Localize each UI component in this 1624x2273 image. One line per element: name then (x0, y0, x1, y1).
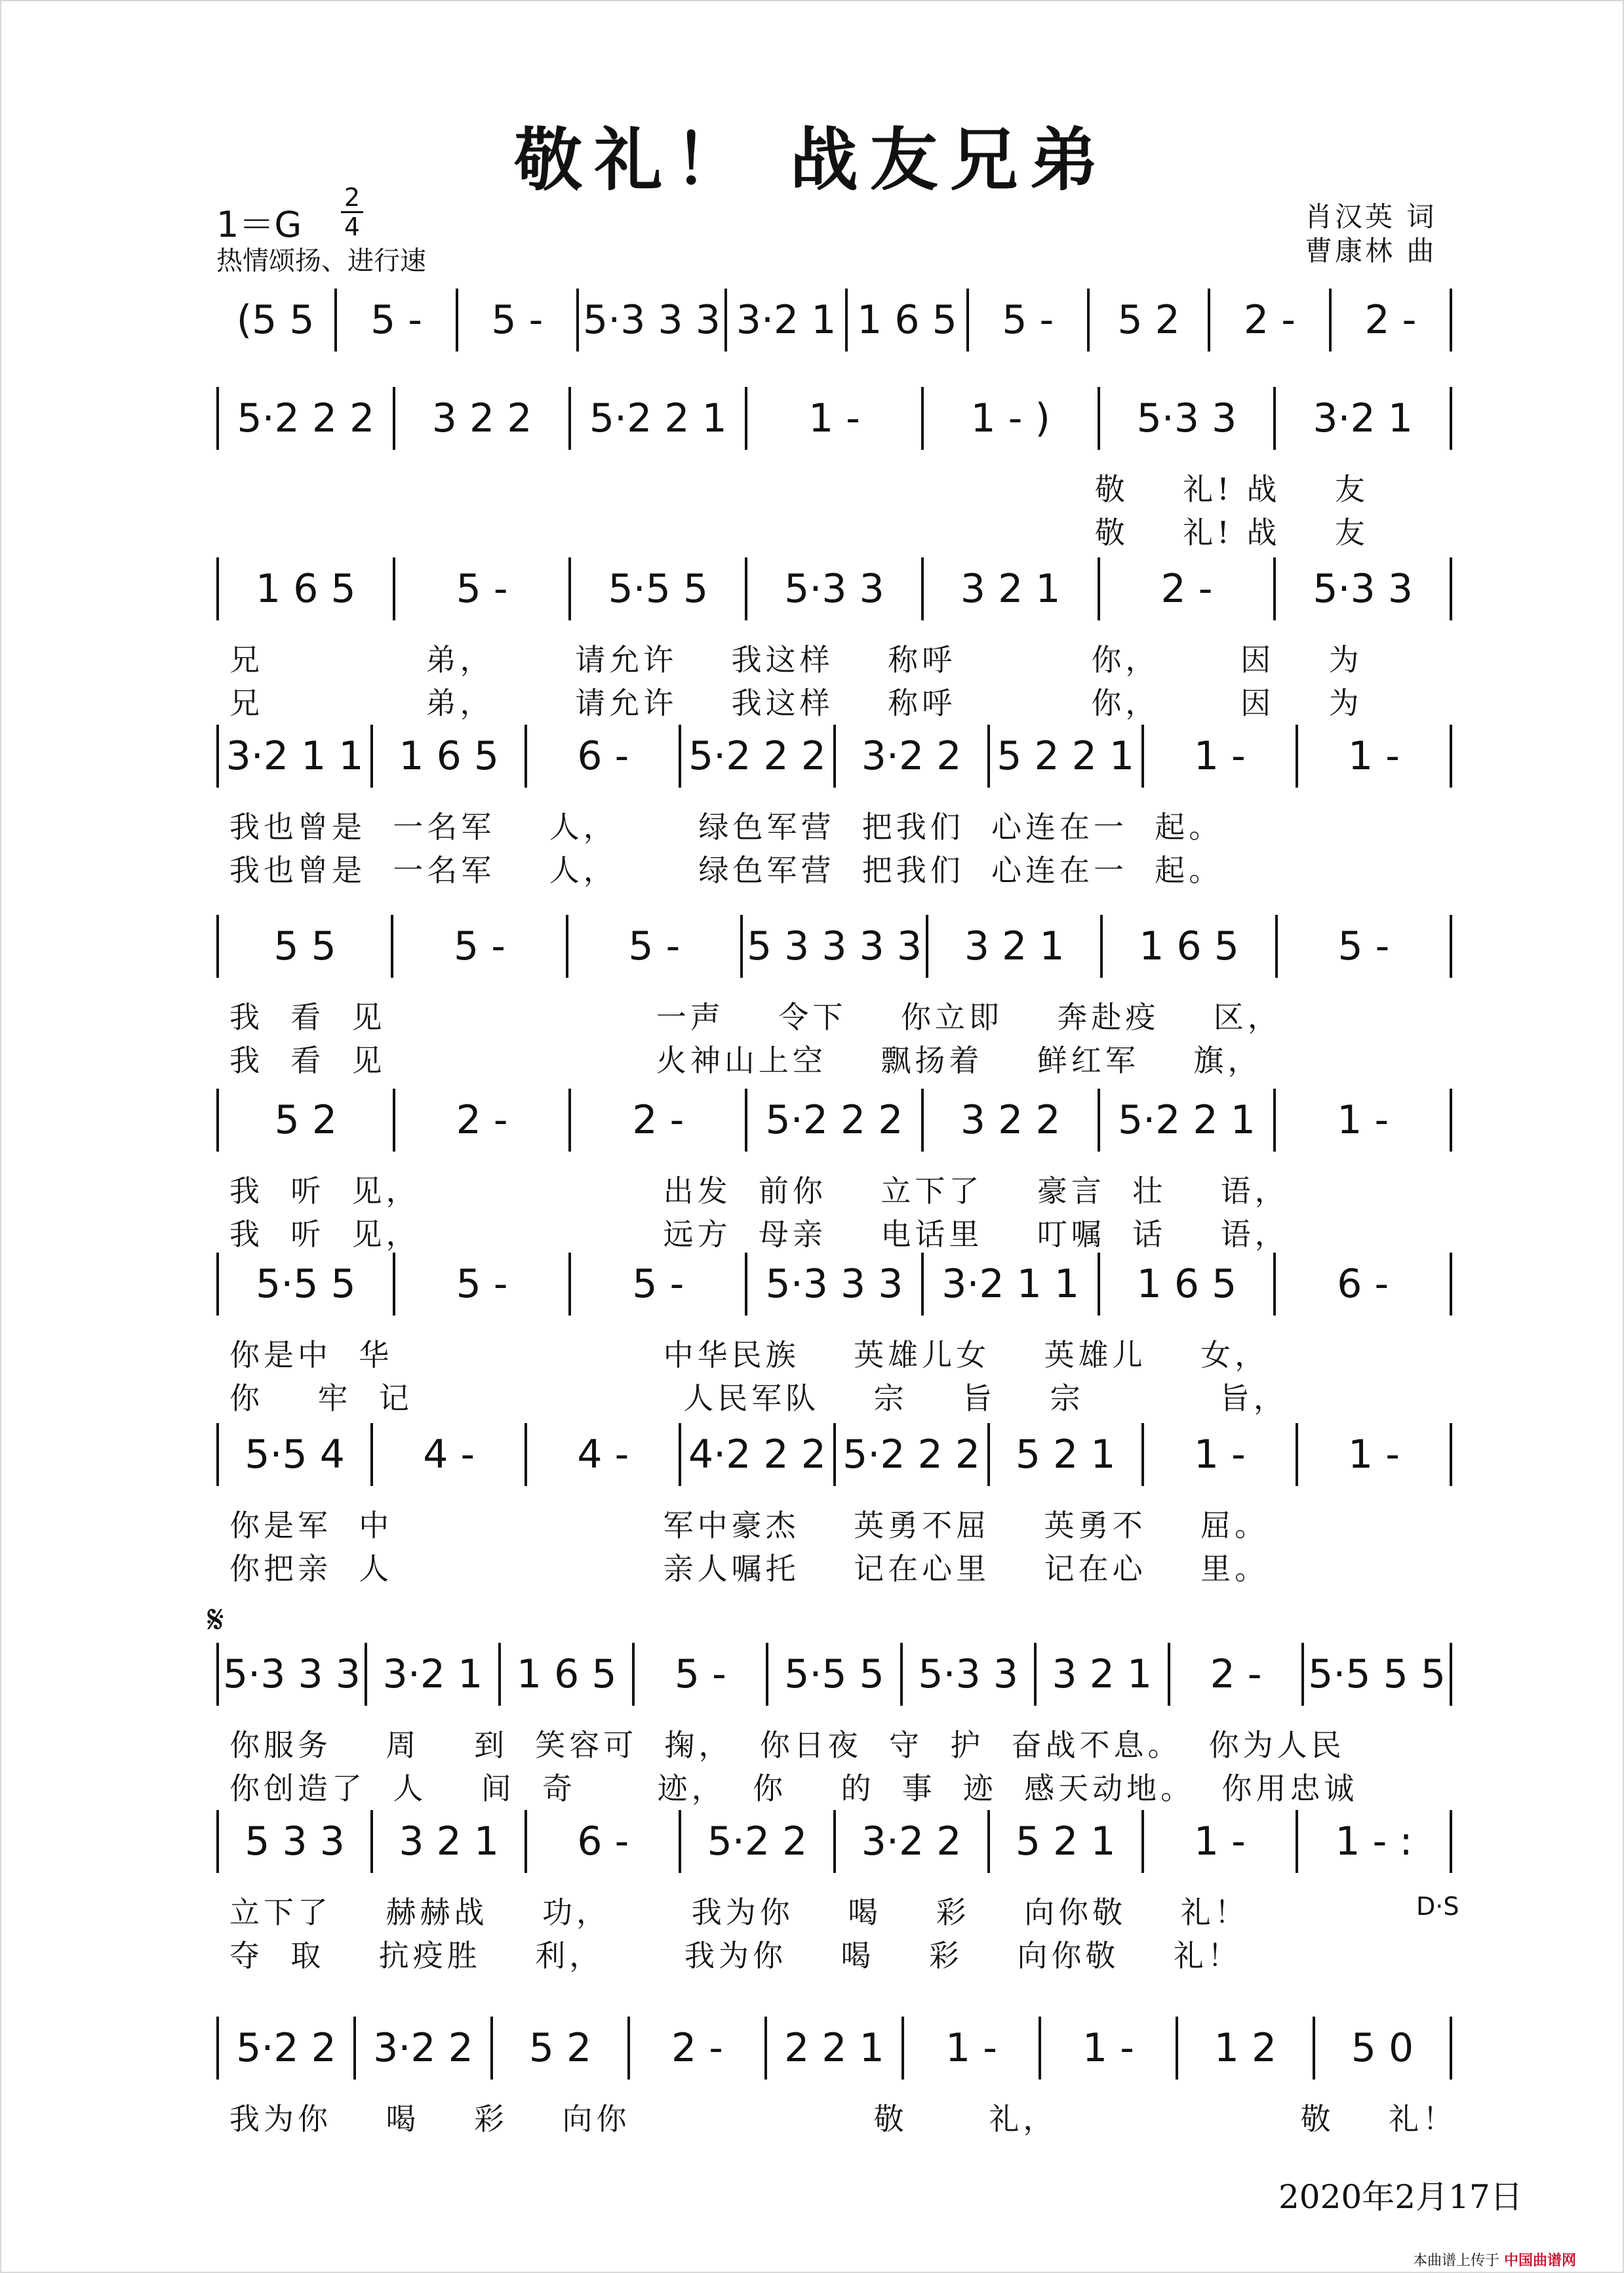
measure: 5·5 5 (216, 1253, 393, 1316)
measure: 5 5 (216, 915, 391, 978)
measure: 5 - (391, 915, 565, 978)
measure: 5 3 3 3 3 (740, 915, 926, 978)
composer-credit: 曹康林 曲 (1305, 235, 1437, 267)
lyric-line: 立下了 赫赫战 功， 我为你 喝 彩 向你敬 礼！ (229, 1895, 1249, 1930)
measure: 1 6 5 (845, 289, 966, 352)
measure: 5 0 (1313, 2017, 1450, 2080)
measure: 6 - (525, 1810, 679, 1873)
lyric-line: 你创造了 人 间 奇 迹， 你 的 事 迹 感天动地。 你用忠诚 (229, 1771, 1358, 1806)
measure: 5 2 1 (987, 1810, 1141, 1873)
lyric-line: 你是中 华 中华民族 英雄儿女 英雄儿 女， (229, 1337, 1269, 1373)
lyric-line: 我 看 见 火神山上空 飘扬着 鲜红军 旗， (229, 1043, 1262, 1078)
measure: 4 - (525, 1423, 679, 1486)
site-brand: 中国曲谱网 (1504, 2253, 1577, 2269)
lyric-line: 兄 弟， 请允许 我这样 称呼 你， 因 为 (229, 685, 1363, 721)
measure: 5 2 (1087, 289, 1208, 352)
measure: 5 - (632, 1643, 766, 1706)
measure: 5·5 5 (766, 1643, 900, 1706)
measure: 5 2 (216, 1089, 393, 1152)
measure: 1 - (901, 2017, 1039, 2080)
lyric-line: 我 听 见， 远方 母亲 电话里 叮嘱 话 语， (229, 1217, 1289, 1252)
measure: 1 - (1039, 2017, 1176, 2080)
staff-row (216, 2017, 1452, 2080)
measure: 1 - (1273, 1089, 1450, 1152)
measure: 1 - (745, 387, 921, 450)
staff-row (216, 1810, 1452, 1873)
lyric-line: 兄 弟， 请允许 我这样 称呼 你， 因 为 (229, 642, 1363, 677)
measure: 2 - (1329, 289, 1450, 352)
measure: 5·3 3 (1273, 557, 1450, 620)
time-signature (341, 185, 363, 239)
measure: 3 2 1 (1034, 1643, 1168, 1706)
measure: 5 - (393, 557, 569, 620)
measure: 5·2 2 2 (679, 725, 833, 788)
measure: 5 - (393, 1253, 569, 1316)
measure: 3 2 1 (370, 1810, 525, 1873)
measure: 5 - (568, 1253, 745, 1316)
lyric-line: 我也曾是 一名军 人， 绿色军营 把我们 心连在一 起。 (229, 853, 1223, 888)
measure: 3 2 2 (921, 1089, 1098, 1152)
measure: 3·2 1 (1273, 387, 1450, 450)
measure: 5·2 2 2 (216, 387, 393, 450)
measure: 3·2 2 (833, 1810, 987, 1873)
measure: 5 - (566, 915, 740, 978)
measure: 3 2 1 (921, 557, 1098, 620)
song-title: 敬礼！ 战友兄弟 (514, 119, 1110, 200)
upload-text: 本曲谱上传于 (1413, 2253, 1500, 2269)
lyricist-credit: 肖汉英 词 (1305, 201, 1437, 233)
upload-notice (1413, 2249, 1576, 2270)
time-bottom: 4 (344, 212, 361, 241)
measure: 5·3 3 (1098, 387, 1274, 450)
measure: 1 6 5 (216, 557, 393, 620)
date: 2020年2月17日 (1278, 2178, 1523, 2216)
measure: 5·5 5 5 (1301, 1643, 1450, 1706)
dal-segno-label: D·S (1416, 1892, 1459, 1921)
measure: 2 - (1168, 1643, 1301, 1706)
lyric-line: 敬 礼! 战 友 (229, 472, 1369, 507)
tempo-marking: 热情颂扬、进行速 (216, 246, 426, 276)
measure: 5·5 5 (568, 557, 745, 620)
lyric-line: 夺 取 抗疫胜 利， 我为你 喝 彩 向你敬 礼！ (229, 1938, 1242, 1973)
measure: 2 - (1098, 557, 1274, 620)
measure: 5·3 3 (745, 557, 921, 620)
measure: 5 - (1275, 915, 1450, 978)
staff-row (216, 557, 1452, 620)
measure: 2 - (627, 2017, 764, 2080)
measure: 5·3 3 3 (216, 1643, 365, 1706)
staff-row (216, 915, 1452, 978)
measure: 5·2 2 1 (568, 387, 745, 450)
measure: 1 - (1141, 1810, 1296, 1873)
lyric-line: 你 牢 记 人民军队 宗 旨 宗 旨， (229, 1380, 1288, 1416)
measure: 5·2 2 (216, 2017, 353, 2080)
lyric-line: 我 听 见， 出发 前你 立下了 豪言 壮 语， (229, 1173, 1289, 1209)
measure: 3 2 2 (393, 387, 569, 450)
measure: 5·3 3 3 (745, 1253, 921, 1316)
measure: 4·2 2 2 (679, 1423, 833, 1486)
measure: 5·2 2 (679, 1810, 833, 1873)
measure: 1 6 5 (498, 1643, 632, 1706)
time-top: 2 (344, 183, 361, 212)
measure: 1 - (1141, 725, 1296, 788)
measure: 6 - (525, 725, 679, 788)
measure: 3·2 2 (833, 725, 987, 788)
measure: 4 - (370, 1423, 525, 1486)
measure: 5 2 1 (987, 1423, 1141, 1486)
measure: 3·2 1 1 (921, 1253, 1098, 1316)
measure: 5·2 2 1 (1098, 1089, 1274, 1152)
lyric-line: 我 看 见 一声 令下 你立即 奔赴疫 区， (229, 999, 1282, 1035)
measure: 3·2 1 1 (216, 725, 370, 788)
key-signature: 1＝G (216, 204, 302, 245)
measure: 5·2 2 2 (833, 1423, 987, 1486)
measure: 3·2 1 (724, 289, 845, 352)
staff-row (216, 387, 1452, 450)
measure: 5 3 3 (216, 1810, 370, 1873)
measure: 2 - (393, 1089, 569, 1152)
measure: 2 - (568, 1089, 745, 1152)
measure: 3·2 2 (353, 2017, 490, 2080)
measure: 1 6 5 (1098, 1253, 1274, 1316)
measure: 5·3 3 3 (576, 289, 724, 352)
measure: 5·2 2 2 (745, 1089, 921, 1152)
measure: 2 2 1 (764, 2017, 901, 2080)
measure: 1 - (1296, 725, 1450, 788)
lyric-line: 你服务 周 到 笑容可 掬， 你日夜 守 护 奋战不息。 你为人民 (229, 1727, 1345, 1763)
measure: 3 2 1 (926, 915, 1100, 978)
measure: 5·5 4 (216, 1423, 370, 1486)
lyric-line: 敬 礼! 战 友 (229, 515, 1369, 550)
staff-row (216, 289, 1452, 352)
measure: 1 - ) (921, 387, 1098, 450)
measure: 5·3 3 (900, 1643, 1034, 1706)
staff-row (216, 1089, 1452, 1152)
staff-row (216, 1643, 1452, 1706)
measure: 1 - (1296, 1423, 1450, 1486)
measure: 2 - (1208, 289, 1328, 352)
measure: 1 6 5 (1100, 915, 1275, 978)
segno-icon: 𝄋 (207, 1597, 224, 1643)
measure: 5 - (456, 289, 576, 352)
lyric-line: 我为你 喝 彩 向你 敬 礼， 敬 礼！ (229, 2101, 1457, 2137)
measure: 5 - (966, 289, 1087, 352)
measure: 1 2 (1176, 2017, 1313, 2080)
measure: 3·2 1 (365, 1643, 498, 1706)
measure: (5 5 (236, 297, 315, 343)
measure: 1 - : (1296, 1810, 1450, 1873)
measure: 1 6 5 (370, 725, 525, 788)
measure: 6 - (1273, 1253, 1450, 1316)
measure: 5 2 2 1 (987, 725, 1141, 788)
measure: 5 - (334, 289, 455, 352)
measure: 5 2 (490, 2017, 627, 2080)
staff-row (216, 725, 1452, 788)
staff-row (216, 1253, 1452, 1316)
lyric-line: 我也曾是 一名军 人， 绿色军营 把我们 心连在一 起。 (229, 809, 1223, 845)
staff-row (216, 1423, 1452, 1486)
measure: 1 - (1141, 1423, 1296, 1486)
lyric-line: 你是军 中 军中豪杰 英勇不屈 英勇不 屈。 (229, 1508, 1269, 1543)
lyric-line: 你把亲 人 亲人嘱托 记在心里 记在心 里。 (229, 1551, 1269, 1586)
